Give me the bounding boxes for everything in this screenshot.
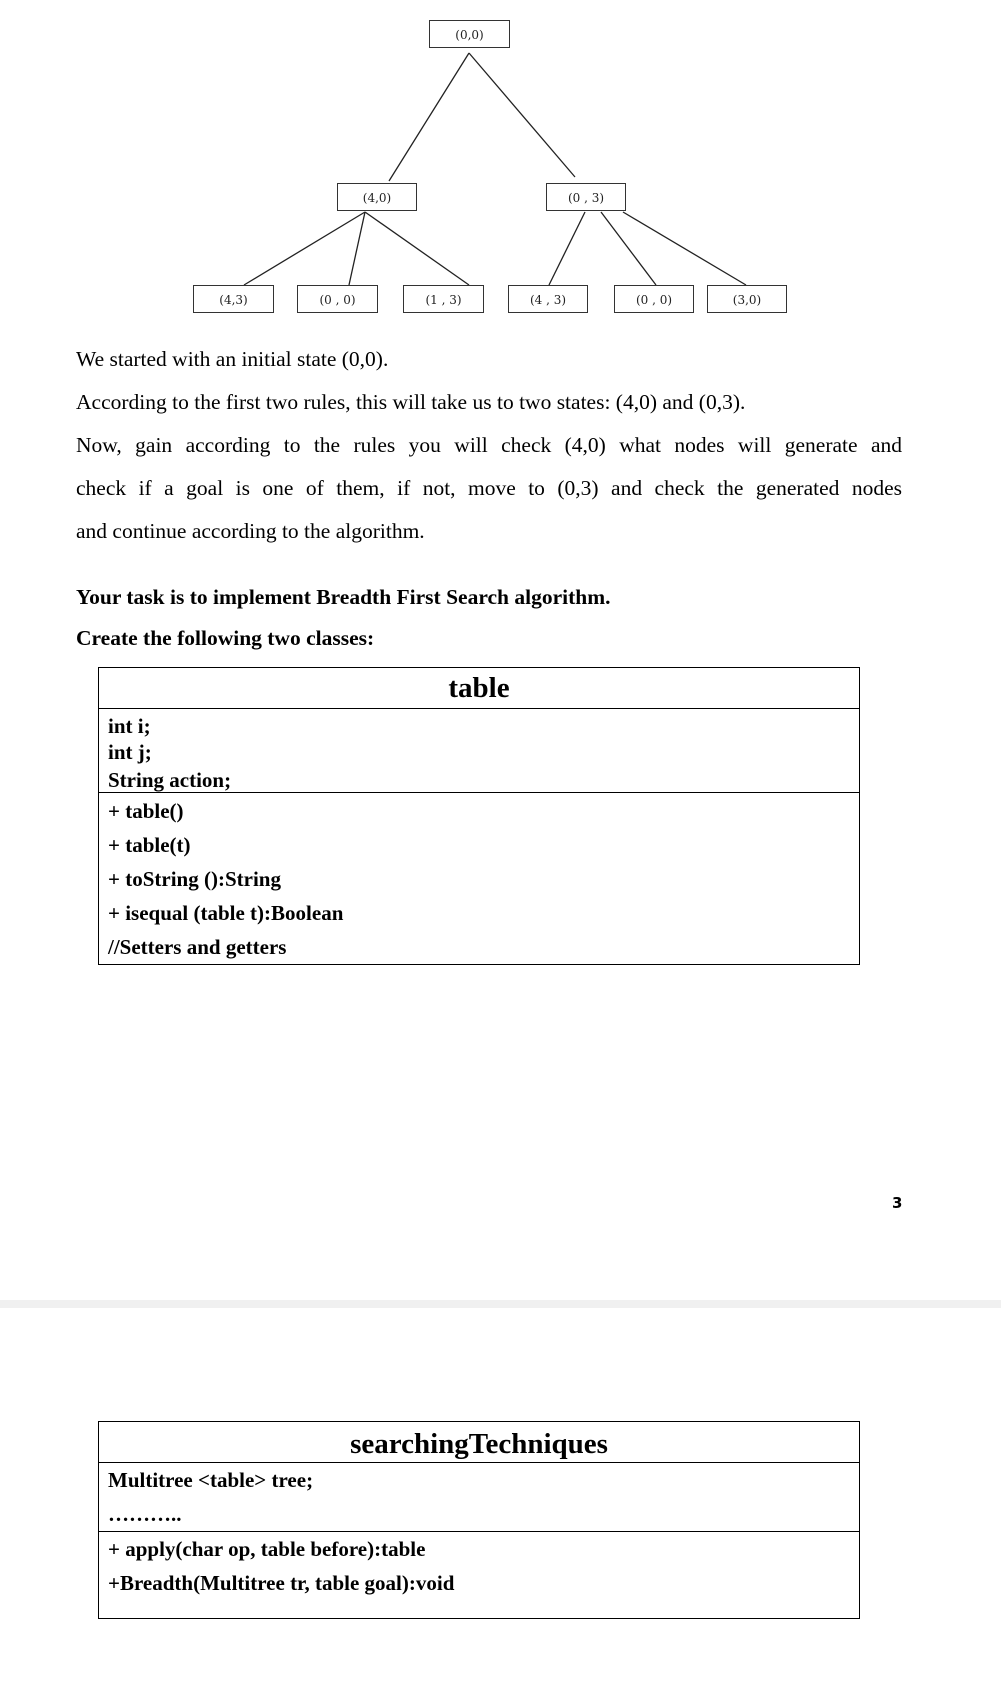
classes-heading: Create the following two classes: — [76, 626, 375, 650]
attribute-ellipsis: ……….. — [108, 1502, 182, 1526]
class-table-uml — [98, 667, 860, 965]
page-separator — [0, 1300, 1001, 1308]
tree-node-l2-6: (3,0) — [707, 285, 787, 313]
method-breadth: +Breadth(Multitree tr, table goal):void — [108, 1571, 455, 1595]
explanation-text — [76, 338, 902, 553]
edge-root-l1a — [389, 53, 469, 181]
class-searching-attributes — [99, 1463, 859, 1532]
method-copy-constructor: + table(t) — [108, 833, 191, 857]
method-isequal: + isequal (table t):Boolean — [108, 901, 344, 925]
paragraph-3-line-1: Now, gain according to the rules you will check (4,0) what nodes will generate and — [76, 433, 902, 457]
tree-node-l1-left: (4,0) — [337, 183, 417, 211]
tree-node-l2-4: (4 , 3) — [508, 285, 588, 313]
tree-node-l1-right: (0 , 3) — [546, 183, 626, 211]
tree-node-l2-5: (0 , 0) — [614, 285, 694, 313]
tree-node-l2-1: (4,3) — [193, 285, 274, 313]
tree-node-l2-3: (1 , 3) — [403, 285, 484, 313]
edge-l1a-l2b — [349, 212, 365, 285]
class-searching-name: searchingTechniques — [99, 1422, 859, 1463]
page-number: 3 — [892, 1194, 903, 1212]
edge-l1a-l2c — [365, 212, 469, 285]
attribute-i: int i; — [108, 714, 151, 738]
method-setters-getters: //Setters and getters — [108, 935, 287, 959]
paragraph-3-line-2: check if a goal is one of them, if not, move to (0,3) and check the generated nodes — [76, 476, 902, 500]
paragraph-1: We started with an initial state (0,0). — [76, 347, 389, 371]
task-heading: Your task is to implement Breadth First Search algorithm. — [76, 585, 611, 609]
paragraph-2: According to the first two rules, this will take us to two states: (4,0) and (0,3). — [76, 390, 746, 414]
edge-l1a-l2a — [244, 212, 365, 285]
state-tree-diagram — [0, 0, 1001, 330]
attribute-tree: Multitree <table> tree; — [108, 1468, 314, 1492]
class-table-name: table — [99, 668, 859, 709]
edge-l1b-l2f — [623, 212, 746, 285]
class-searching-techniques-uml — [98, 1421, 860, 1619]
attribute-j: int j; — [108, 740, 152, 764]
class-searching-methods — [99, 1532, 859, 1618]
method-tostring: + toString ():String — [108, 867, 281, 891]
edge-l1b-l2d — [549, 212, 585, 285]
tree-node-root: (0,0) — [429, 20, 510, 48]
edge-l1b-l2e — [601, 212, 656, 285]
document-page-4 — [0, 1308, 1001, 1708]
class-table-attributes — [99, 709, 859, 793]
paragraph-3-line-3: and continue according to the algorithm. — [76, 519, 425, 543]
method-apply: + apply(char op, table before):table — [108, 1537, 426, 1561]
class-table-methods — [99, 793, 859, 964]
edge-root-l1b — [469, 53, 575, 177]
attribute-action: String action; — [108, 768, 232, 792]
tree-node-l2-2: (0 , 0) — [297, 285, 378, 313]
method-constructor: + table() — [108, 799, 184, 823]
